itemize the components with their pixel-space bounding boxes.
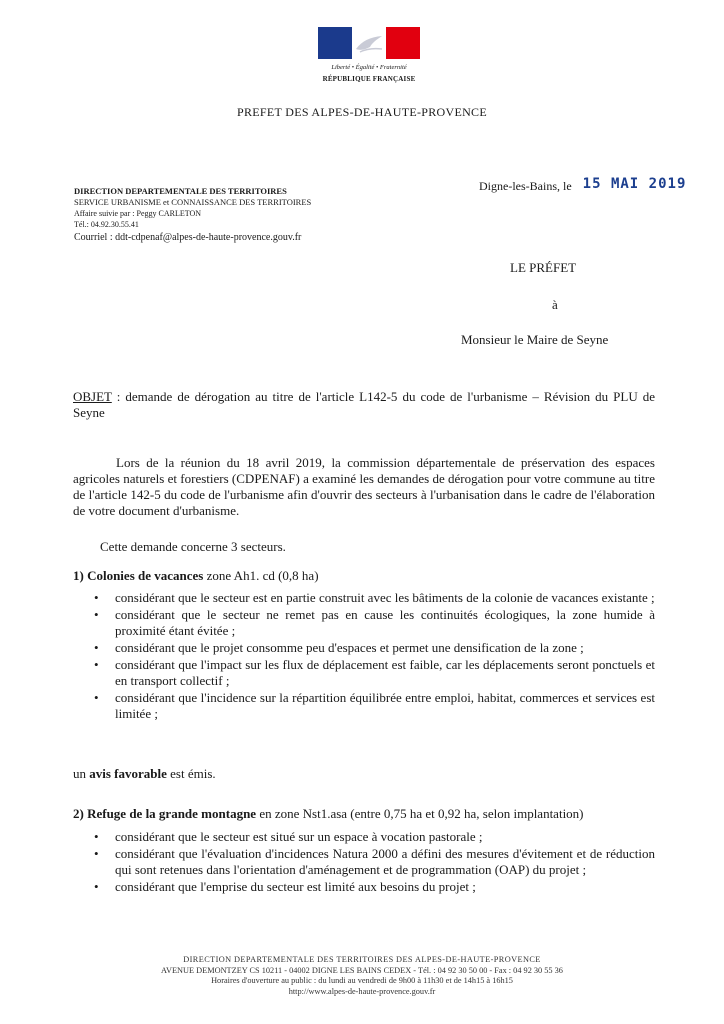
sender-service: SERVICE URBANISME et CONNAISSANCE DES TERRITOIRES [74,197,312,207]
date-stamp: 15 MAI 2019 [582,176,687,192]
bullet-icon: • [94,846,99,861]
addressee-from: LE PRÉFET [510,260,577,275]
place-label: Digne-les-Bains, le [479,179,572,193]
flag-red-band [386,27,420,59]
place-date [479,178,686,194]
section-2-title-bold: 2) Refuge de la grande montagne [73,806,257,821]
bullet-icon: • [94,879,99,894]
list-item-text: considérant que l'impact sur les flux de déplacement est faible, car les déplacements seront ponctuels et en transport collectif ; [115,657,655,688]
list-item [73,607,655,639]
addressee-to: Monsieur le Maire de Seyne [461,332,609,347]
bullet-icon: • [94,590,99,605]
objet-text: : demande de dérogation au titre de l'article L142-5 du code de l'urbanisme – Révision du PLU de Seyne [73,389,655,420]
bullet-icon: • [94,607,99,622]
footer-line-1: DIRECTION DEPARTEMENTALE DES TERRITOIRES DES ALPES-DE-HAUTE-PROVENCE [183,955,541,964]
bullet-icon: • [94,657,99,672]
logo-republic: RÉPUBLIQUE FRANÇAISE [322,75,416,83]
list-item-text: considérant que le secteur est situé sur un espace à vocation pastorale ; [115,829,483,844]
sender-direction: DIRECTION DEPARTEMENTALE DES TERRITOIRES [74,186,287,196]
marianne-logo [318,27,420,89]
prefecture-title: PREFET DES ALPES-DE-HAUTE-PROVENCE [237,105,487,119]
section-2-title [73,806,584,822]
sender-tel: Tél.: 04.92.30.55.41 [74,220,139,229]
footer-line-3: Horaires d'ouverture au public : du lundi au vendredi de 9h00 à 11h30 et de 14h15 à 16h15 [211,976,513,985]
list-item [73,879,655,895]
sender-block [74,186,311,243]
list-item-text: considérant que le secteur ne remet pas en cause les continuités écologiques, la zone humide à proximité étant évitée ; [115,607,655,638]
body-paragraph-1 [73,455,655,519]
objet-line [73,389,655,421]
list-item [73,640,655,656]
list-item [73,829,655,845]
list-item-text: considérant que l'incidence sur la répartition équilibrée entre emploi, habitat, commerces et services est limitée ; [115,690,655,721]
verdict-bold: avis favorable [89,766,167,781]
flag-white-band [352,27,386,59]
verdict-pre: un [73,766,90,781]
list-item [73,690,655,722]
addressee-a: à [552,297,558,312]
list-item [73,590,655,606]
bullet-icon: • [94,690,99,705]
bullet-icon: • [94,829,99,844]
objet-label: OBJET [73,389,112,404]
section-1-list [73,590,655,723]
flag-blue-band [318,27,352,59]
body-paragraph-1-text: Lors de la réunion du 18 avril 2019, la commission départementale de préservation des espaces agricoles naturels et forestiers (CDPENAF) a examiné les demandes de dérogation pour votre commune au titre de l'article 142-5 du code de l'urbanisme afin d'ouvrir des secteurs à l'urbanisation dans le cadre de l'élaboration de votre document d'urbanisme. [73,455,655,518]
section-1-title-bold: 1) Colonies de vacances [73,568,204,583]
section-1-verdict [73,766,216,782]
page-footer [0,955,724,997]
footer-line-2: AVENUE DEMONTZEY CS 10211 - 04002 DIGNE LES BAINS CEDEX - Tél. : 04 92 30 50 00 - Fax : 04 92 30 55 36 [161,965,563,975]
sender-affaire: Affaire suivie par : Peggy CARLETON [74,209,202,218]
section-2-list [73,829,655,896]
section-1-title [73,568,319,584]
list-item-text: considérant que le secteur est en partie construit avec les bâtiments de la colonie de vacances existante ; [115,590,655,605]
list-item [73,657,655,689]
list-item-text: considérant que l'évaluation d'incidences Natura 2000 a défini des mesures d'évitement et de réduction qui sont retenues dans l'orientation d'aménagement et de programmation (OAP) du projet ; [115,846,655,877]
section-2-title-rest: en zone Nst1.asa (entre 0,75 ha et 0,92 ha, selon implantation) [256,806,584,821]
section-1-title-rest: zone Ah1. cd (0,8 ha) [203,568,319,583]
logo-motto: Liberté • Égalité • Fraternité [331,64,407,71]
list-item [73,846,655,878]
body-paragraph-2: Cette demande concerne 3 secteurs. [100,539,286,554]
list-item-text: considérant que le projet consomme peu d'espaces et permet une densification de la zone ; [115,640,584,655]
verdict-post: est émis. [166,766,216,781]
sender-email: Courriel : ddt-cdpenaf@alpes-de-haute-provence.gouv.fr [74,232,302,243]
bullet-icon: • [94,640,99,655]
marianne-profile-icon [352,27,386,59]
footer-website-link[interactable]: http://www.alpes-de-haute-provence.gouv.fr [288,986,436,996]
list-item-text: considérant que l'emprise du secteur est limité aux besoins du projet ; [115,879,476,894]
